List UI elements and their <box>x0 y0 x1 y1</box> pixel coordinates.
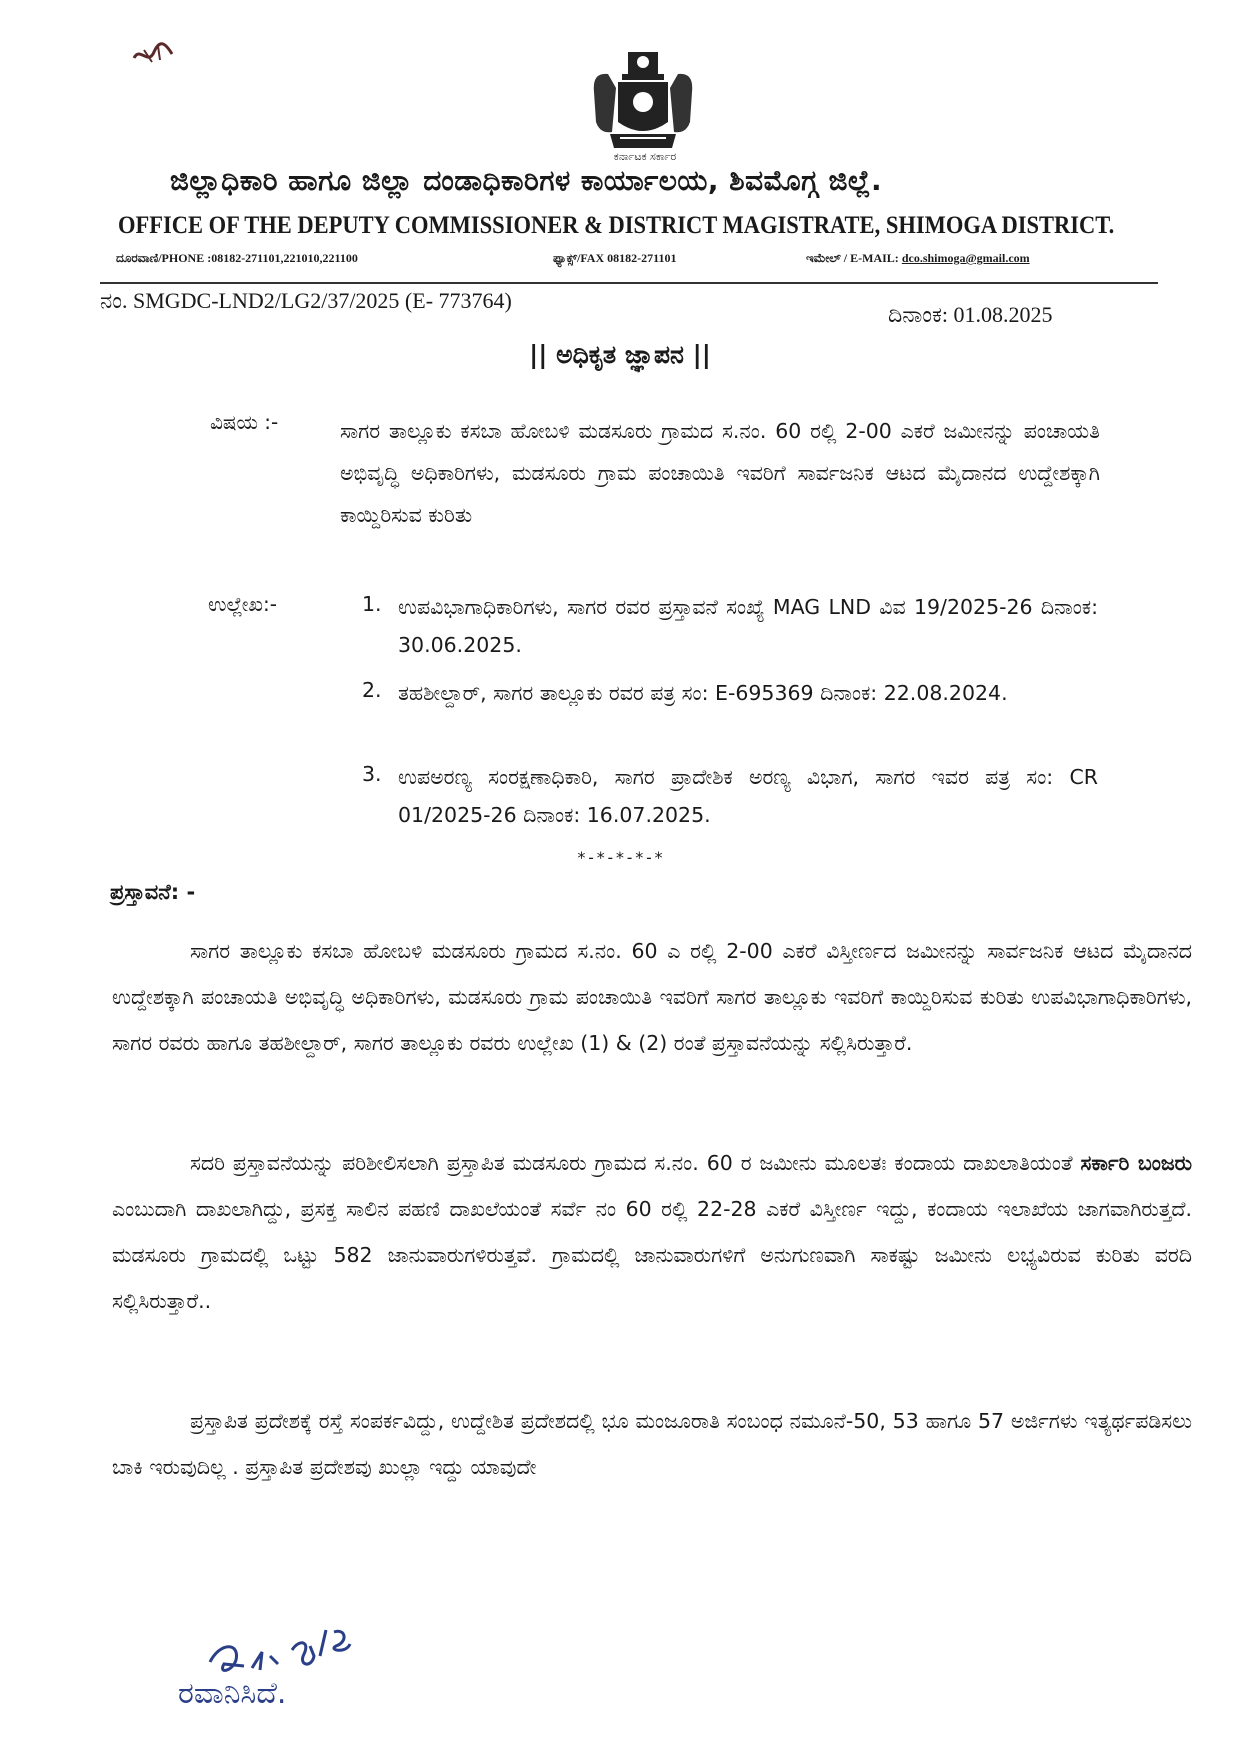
paragraph-2-text: ಸದರಿ ಪ್ರಸ್ತಾವನೆಯನ್ನು ಪರಿಶೀಲಿಸಲಾಗಿ ಪ್ರಸ್ತಾಪಿತ ಮಡಸೂರು ಗ್ರಾಮದ ಸ.ನಂ. 60 ರ ಜಮೀನು ಮೂಲತಃ ಕಂದಾಯ ದಾಖಲಾತಿಯಂತೆ <box>190 1151 1081 1175</box>
contact-details <box>116 251 1166 275</box>
paragraph-2 <box>112 1140 1192 1324</box>
reference-item-number: 3. <box>362 762 382 786</box>
section-separator: *-*-*-*-* <box>576 848 664 867</box>
email-address-link[interactable]: dco.shimoga@gmail.com <box>901 251 1030 265</box>
reference-item-number: 1. <box>362 592 382 616</box>
ink-mark-icon <box>130 40 176 70</box>
handwritten-note: ರವಾನಿಸಿದೆ. <box>178 1676 287 1711</box>
reference-number: ನಂ. SMGDC-LND2/LG2/37/2025 (E- 773764) <box>100 288 512 313</box>
emblem-caption: ಕರ್ನಾಟಕ ಸರ್ಕಾರ <box>613 150 677 163</box>
reference-item-number: 2. <box>362 678 382 702</box>
government-emblem-icon <box>588 52 698 156</box>
header-divider <box>100 282 1158 284</box>
email-contact <box>806 251 1030 266</box>
phone-number: ದೂರವಾಣಿ/PHONE :08182-271101,221010,221100 <box>116 251 358 265</box>
paragraph-2-text-cont: ಎಂಬುದಾಗಿ ದಾಖಲಾಗಿದ್ದು, ಪ್ರಸಕ್ತ ಸಾಲಿನ ಪಹಣಿ ದಾಖಲೆಯಂತೆ ಸರ್ವೆ ನಂ 60 ರಲ್ಲಿ 22-28 ಎಕರೆ ವಿಸ್ತೀರ್ಣ ಇದ್ದು, ಕಂದಾಯ ಇಲಾಖೆಯ ಜಾಗವಾಗಿರುತ್ತದೆ. ಮಡಸೂರು ಗ್ರಾಮದಲ್ಲಿ ಒಟ್ಟು 582 ಜಾನುವಾರುಗಳಿರುತ್ತವೆ. ಗ್ರಾಮದಲ್ಲಿ ಜಾನುವಾರುಗಳಿಗೆ ಅನುಗುಣವಾಗಿ ಸಾಕಷ್ಟು ಜಮೀನು ಲಭ್ಯವಿರುವ ಕುರಿತು ವರದಿ ಸಲ್ಲಿಸಿರುತ್ತಾರೆ.. <box>112 1197 1192 1313</box>
handwritten-signature-date <box>200 1612 440 1682</box>
paragraph-2-bold-text: ಸರ್ಕಾರಿ ಬಂಜರು <box>1080 1151 1192 1175</box>
document-date: ದಿನಾಂಕ: 01.08.2025 <box>888 302 1053 327</box>
preamble-label: ಪ್ರಸ್ತಾವನೆ: - <box>110 880 196 904</box>
office-title-english: OFFICE OF THE DEPUTY COMMISSIONER & DISTRICT MAGISTRATE, SHIMOGA DISTRICT. <box>118 212 1115 239</box>
reference-item-text: ಉಪವಿಭಾಗಾಧಿಕಾರಿಗಳು, ಸಾಗರ ರವರ ಪ್ರಸ್ತಾವನೆ ಸಂಖ್ಯೆ MAG LND ವಿವ 19/2025-26 ದಿನಾಂಕ: 30.06.2025. <box>398 595 1098 657</box>
email-label: ಇಮೇಲ್ / E-MAIL: <box>806 251 902 265</box>
subject-text: ಸಾಗರ ತಾಲ್ಲೂಕು ಕಸಬಾ ಹೋಬಳಿ ಮಡಸೂರು ಗ್ರಾಮದ ಸ.ನಂ. 60 ರಲ್ಲಿ 2-00 ಎಕರೆ ಜಮೀನನ್ನು ಪಂಚಾಯತಿ ಅಭಿವೃದ್ಧಿ ಅಧಿಕಾರಿಗಳು, ಮಡಸೂರು ಗ್ರಾಮ ಪಂಚಾಯಿತಿ ಇವರಿಗೆ ಸಾರ್ವಜನಿಕ ಆಟದ ಮೈದಾನದ ಉದ್ದೇಶಕ್ಕಾಗಿ ಕಾಯ್ದಿರಿಸುವ ಕುರಿತು <box>340 419 1100 527</box>
fax-number: ಫ್ಯಾಕ್ಸ್/FAX 08182-271101 <box>553 251 677 265</box>
paragraph-1: ಸಾಗರ ತಾಲ್ಲೂಕು ಕಸಬಾ ಹೋಬಳಿ ಮಡಸೂರು ಗ್ರಾಮದ ಸ.ನಂ. 60 ಎ ರಲ್ಲಿ 2-00 ಎಕರೆ ವಿಸ್ತೀರ್ಣದ ಜಮೀನನ್ನು ಸಾರ್ವಜನಿಕ ಆಟದ ಮೈದಾನದ ಉದ್ದೇಶಕ್ಕಾಗಿ ಪಂಚಾಯತಿ ಅಭಿವೃದ್ಧಿ ಅಧಿಕಾರಿಗಳು, ಮಡಸೂರು ಗ್ರಾಮ ಪಂಚಾಯಿತಿ ಇವರಿಗೆ ಸಾಗರ ತಾಲ್ಲೂಕು ಇವರಿಗೆ ಕಾಯ್ದಿರಿಸುವ ಕುರಿತು ಉಪವಿಭಾಗಾಧಿಕಾರಿಗಳು, ಸಾಗರ ರವರು ಹಾಗೂ ತಹಶೀಲ್ದಾರ್, ಸಾಗರ ತಾಲ್ಲೂಕು ರವರು ಉಲ್ಲೇಖ (1) & (2) ರಂತೆ ಪ್ರಸ್ತಾವನೆಯನ್ನು ಸಲ್ಲಿಸಿರುತ್ತಾರೆ. <box>112 939 1192 1055</box>
references-label: ಉಲ್ಲೇಖ:- <box>208 592 277 616</box>
office-title-kannada: ಜಿಲ್ಲಾಧಿಕಾರಿ ಹಾಗೂ ಜಿಲ್ಲಾ ದಂಡಾಧಿಕಾರಿಗಳ ಕಾರ್ಯಾಲಯ, ಶಿವಮೊಗ್ಗ ಜಿಲ್ಲೆ. <box>170 164 883 197</box>
subject-label: ವಿಷಯ :- <box>210 410 279 434</box>
paragraph-3: ಪ್ರಸ್ತಾಪಿತ ಪ್ರದೇಶಕ್ಕೆ ರಸ್ತೆ ಸಂಪರ್ಕವಿದ್ದು, ಉದ್ದೇಶಿತ ಪ್ರದೇಶದಲ್ಲಿ ಭೂ ಮಂಜೂರಾತಿ ಸಂಬಂಧ ನಮೂನೆ-50, 53 ಹಾಗೂ 57 ಅರ್ಜಿಗಳು ಇತ್ಯರ್ಥಪಡಿಸಲು ಬಾಕಿ ಇರುವುದಿಲ್ಲ . ಪ್ರಸ್ತಾಪಿತ ಪ್ರದೇಶವು ಖುಲ್ಲಾ ಇದ್ದು ಯಾವುದೇ <box>112 1409 1192 1479</box>
document-heading: || ಅಧಿಕೃತ ಜ್ಞಾಪನ || <box>529 340 711 369</box>
reference-item-text: ತಹಶೀಲ್ದಾರ್, ಸಾಗರ ತಾಲ್ಲೂಕು ರವರ ಪತ್ರ ಸಂ: E-695369 ದಿನಾಂಕ: 22.08.2024. <box>398 681 1008 705</box>
reference-item-text: ಉಪಅರಣ್ಯ ಸಂರಕ್ಷಣಾಧಿಕಾರಿ, ಸಾಗರ ಪ್ರಾದೇಶಿಕ ಅರಣ್ಯ ವಿಭಾಗ, ಸಾಗರ ಇವರ ಪತ್ರ ಸಂ: CR 01/2025-26 ದಿನಾಂಕ: 16.07.2025. <box>398 765 1098 827</box>
